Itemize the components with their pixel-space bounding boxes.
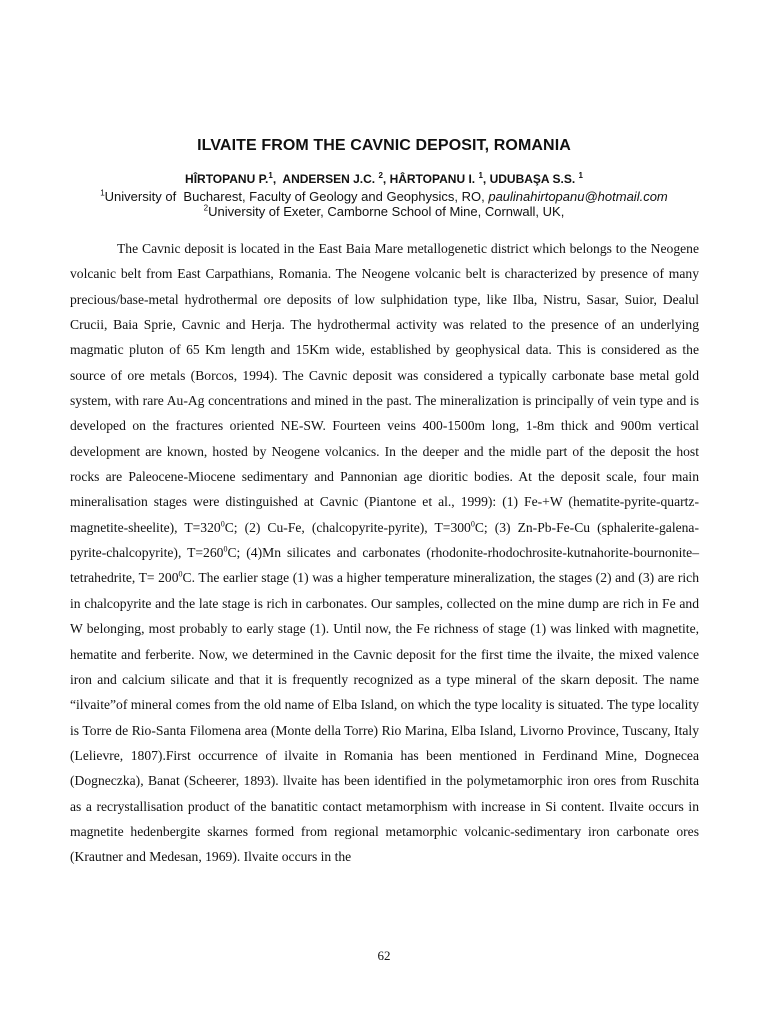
body-paragraph: The Cavnic deposit is located in the East Baia Mare metallogenetic district which belongs to the Neogene volcanic belt from East Carpathians, Romania. The Neogene volcanic belt is characterized by presence of many precious/base-metal hydrothermal ore deposits of low sulphidation type, like Ilba, Nistru, Sasar, Suior, Dealul Crucii, Baia Sprie, Cavnic and Herja. The hydrothermal activity was related to the presence of an underlying magmatic pluton of 65 Km length and 15Km wide, established by geophysical data. This is considered as the source of ore metals (Borcos, 1994). The Cavnic deposit was considered a typically carbonate base metal gold system, with rare Au-Ag concentrations and mined in the past. The mineralization is principally of vein type and is developed on the fractures oriented NE-SW. Fourteen veins 400-1500m long, 1-8m thick and 900m vertical development are known, hosted by Neogene volcanics. In the deeper and the midle part of the deposit the host rocks are Paleocene-Miocene sedimentary and Pannonian age dioritic bodies. At the deposit scale, four main mineralisation stages were distinguished at Cavnic (Piantone et al., 1999): (1) Fe-+W (hematite-pyrite-quartz-magnetite-sheelite), $T=320^0C$; (2) Cu-Fe, (chalcopyrite-pyrite), $T=300^0C$; (3) Zn-Pb-Fe-Cu (sphalerite-galena-pyrite-chalcopyrite), $T=260^0C$; (4)Mn silicates and carbonates (rhodonite-rhodochrosite-kutnahorite-bournonite–tetrahedrite, $T= 200^0C$. The earlier stage (1) was a higher temperature mineralization, the stages (2) and (3) are rich in chalcopyrite and the late stage is rich in carbonates. Our samples, collected on the mine dump are rich in Fe and W belonging, most probably to early stage (1). Until now, the Fe richness of stage (1) was linked with magnetite, hematite and ferberite. Now, we determined in the Cavnic deposit for the first time the ilvaite, the mixed valence iron and calcium silicate and that it is frequently recognized as a type mineral of the skarn deposit. The name “ilvaite”of mineral comes from the old name of Elba Island, on which the type locality is situated. The type locality is Torre de Rio-Santa Filomena area (Monte della Torre) Rio Marina, Elba Island, Livorno Province, Tuscany, Italy (Lelievre, 1807).First occurrence of ilvaite in Romania has been mentioned in Ferdinand Mine, Dognecea (Dogneczka), Banat (Scheerer, 1893). llvaite has been identified in the polymetamorphic iron ores from Ruschita as a recrystallisation product of the banatitic contact metamorphism with increase in Si content. Ilvaite occurs in magnetite hedenbergite skarnes formed from regional metamorphic volcanic-sedimentary iron carbonate ores (Krautner and Medesan, 1969). Ilvaite occurs in the bbox=[70, 241, 699, 865]
author-email: paulinahirtopanu@hotmail.com bbox=[488, 189, 668, 204]
affiliation-marker: 1 bbox=[100, 188, 105, 198]
degree-superscript: 0 bbox=[220, 519, 225, 529]
author-name: HÎRTOPANU P. bbox=[185, 172, 269, 186]
page-number: 62 bbox=[377, 948, 391, 963]
author-affiliation-marker: 1 bbox=[478, 171, 483, 180]
affiliation-marker: 2 bbox=[203, 203, 209, 213]
author-affiliation-marker: 1 bbox=[268, 171, 273, 180]
affiliation-1 bbox=[0, 189, 768, 204]
author-name: UDUBAŞA S.S. bbox=[489, 172, 576, 186]
author-name: HÂRTOPANU I. bbox=[389, 172, 476, 186]
author-affiliation-marker: 1 bbox=[578, 171, 583, 180]
author-name: ANDERSEN J.C. bbox=[282, 172, 376, 186]
affiliation-text: University of Exeter, Camborne School of Mine, Cornwall, UK, bbox=[208, 204, 565, 219]
author-line: HÎRTOPANU P.$^1$, ANDERSEN J.C. $^2$, HÂRTOPANU I. $^1$, UDUBAŞA S.S. $^1$ bbox=[185, 171, 583, 186]
degree-superscript: 0 bbox=[178, 569, 183, 579]
degree-superscript: 0 bbox=[470, 519, 475, 529]
affiliation-text: University of Bucharest, Faculty of Geology and Geophysics, RO, bbox=[104, 189, 489, 204]
paper-title: ILVAITE FROM THE CAVNIC DEPOSIT, ROMANIA bbox=[197, 137, 571, 154]
affiliation-2 bbox=[0, 204, 768, 219]
degree-superscript: 0 bbox=[223, 544, 228, 554]
author-affiliation-marker: 2 bbox=[378, 171, 383, 180]
